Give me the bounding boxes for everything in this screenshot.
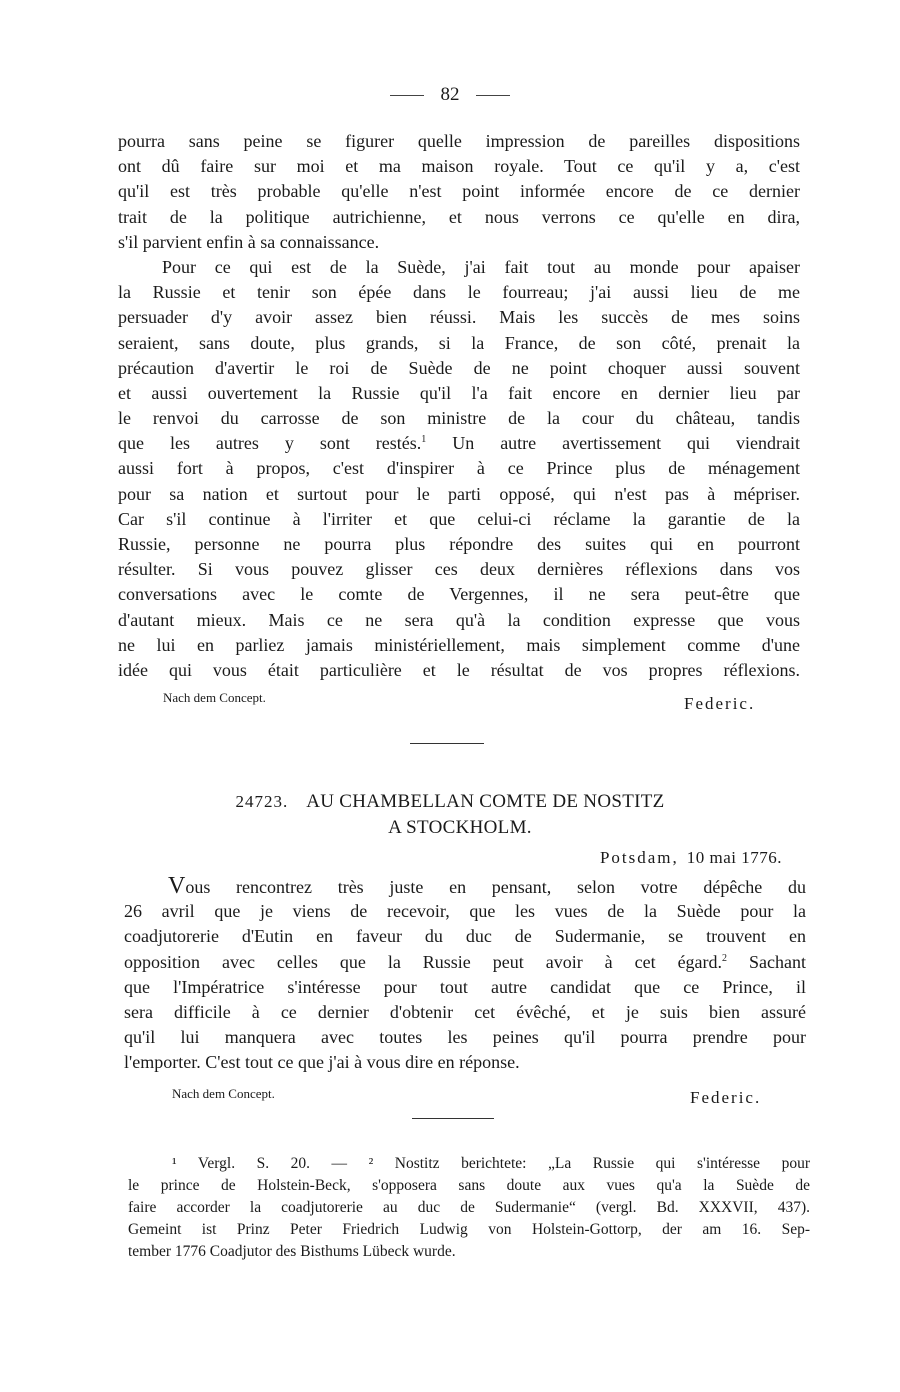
addressee: AU CHAMBELLAN COMTE DE NOSTITZ [306, 791, 665, 812]
dateline [600, 848, 782, 868]
header-rule-left [390, 95, 424, 96]
letter-heading [0, 791, 900, 813]
text-line: ne lui en parliez jamais ministériellement, mais simplement comme d'une [118, 634, 800, 655]
footnote-line: tember 1776 Coadjutor des Bisthums Lübeck wurde. [128, 1243, 456, 1260]
letter1-body [118, 129, 800, 683]
footnote-line: le prince de Holstein-Beck, s'opposera sans doute aux vues qu'a la Suède de [128, 1177, 810, 1194]
text-line: aussi fort à propos, c'est d'inspirer à ce Prince plus de ménagement [118, 458, 800, 479]
text-line: le renvoi du carrosse de son ministre de la cour du château, tandis [118, 408, 800, 429]
footnote-ref: 2 [722, 952, 728, 964]
text-line: seraient, sans doute, plus grands, si la France, de son côté, prenait la [118, 332, 800, 353]
text-line: qu'il lui manquera avec toutes les peines qu'il pourra prendre pour [124, 1027, 806, 1048]
footnotes [128, 1153, 810, 1263]
text-line: Car s'il continue à l'irriter et que celui-ci réclame la garantie de la [118, 508, 800, 529]
text-line [124, 874, 806, 899]
text-line: pour sa nation et surtout pour le parti opposé, qui n'est pas à mépriser. [118, 483, 800, 504]
text-line: pourra sans peine se figurer quelle impression de pareilles dispositions [118, 131, 800, 151]
dateline-place: Potsdam, [599, 848, 679, 867]
text-line: Pour ce qui est de la Suède, j'ai fait tout au monde pour apaiser [162, 256, 800, 277]
page-header [0, 84, 900, 106]
footnote-divider [412, 1118, 494, 1119]
text-line [118, 431, 800, 456]
source-note: Nach dem Concept. [163, 690, 266, 705]
text-line: qu'il est très probable qu'elle n'est point informée encore de ce dernier [118, 181, 800, 202]
text-line: et aussi ouvertement la Russie qu'il l'a fait encore en dernier lieu par [118, 382, 800, 403]
text-segment: Un autre avertissement qui viendrait [452, 433, 800, 454]
footnote-line: faire accorder la coadjutorerie au duc de Sudermanie“ (vergl. Bd. XXXVII, 437). [128, 1199, 810, 1216]
text-line: Russie, personne ne pourra plus répondre des suites qui en pourront [118, 534, 800, 554]
signature: Federic. [690, 1088, 762, 1107]
dateline-date: 10 mai 1776. [686, 848, 782, 867]
letter2-body [124, 874, 806, 1076]
footnote-line: Gemeint ist Prinz Peter Friedrich Ludwig von Holstein-Gottorp, der am 16. Sep- [128, 1221, 810, 1238]
footnote-line: ¹ Vergl. S. 20. — ² Nostitz berichtete: „La Russie qui s'intéresse pour [172, 1155, 810, 1172]
text-line [124, 950, 806, 975]
header-rule-right [476, 95, 510, 96]
drop-cap: V [168, 873, 186, 899]
footnote-ref: 1 [421, 434, 427, 446]
page-number: 82 [440, 84, 460, 105]
text-line: que l'Impératrice s'intéresse pour tout autre candidat que ce Prince, il [124, 976, 806, 997]
text-segment: opposition avec celles que la Russie peut avoir à cet égard. [124, 951, 723, 972]
text-line: la Russie et tenir son épée dans le fourreau; j'ai aussi lieu de me [118, 282, 800, 303]
text-line: 26 avril que je viens de recevoir, que les vues de la Suède pour la [124, 901, 806, 922]
source-note: Nach dem Concept. [172, 1086, 275, 1101]
text-line: l'emporter. C'est tout ce que j'ai à vous dire en réponse. [124, 1052, 520, 1073]
text-line: ont dû faire sur moi et ma maison royale. Tout ce qu'il y a, c'est [118, 156, 800, 177]
signature: Federic. [684, 694, 756, 713]
text-segment: que les autres y sont restés. [118, 433, 422, 454]
text-line: idée qui vous était particulière et le résultat de vos propres réflexions. [118, 659, 800, 680]
text-line: s'il parvient enfin à sa connaissance. [118, 231, 380, 252]
text-line: coadjutorerie d'Eutin en faveur du duc de Sudermanie, se trouvent en [124, 926, 806, 947]
letter-heading-location [0, 817, 900, 839]
text-line: sera difficile à ce dernier d'obtenir cet évêché, et je suis bien assuré [124, 1001, 806, 1022]
text-segment: ous rencontrez très juste en pensant, selon votre dépêche du [185, 877, 806, 897]
text-line: précaution d'avertir le roi de Suède de ne point choquer aussi souvent [118, 357, 800, 378]
letter-number: 24723. [235, 792, 289, 811]
text-segment: Sachant [749, 951, 806, 972]
text-line: persuader d'y avoir assez bien réussi. Mais les succès de mes soins [118, 307, 800, 328]
text-line: d'autant mieux. Mais ce ne sera qu'à la condition expresse que vous [118, 609, 800, 630]
section-divider [410, 743, 484, 744]
addressee-location: A STOCKHOLM. [388, 817, 532, 838]
text-line: trait de la politique autrichienne, et nous verrons ce qu'elle en dira, [118, 206, 800, 227]
text-line: résulter. Si vous pouvez glisser ces deux dernières réflexions dans vos [118, 559, 800, 580]
text-line: conversations avec le comte de Vergennes, il ne sera peut-être que [118, 584, 800, 605]
